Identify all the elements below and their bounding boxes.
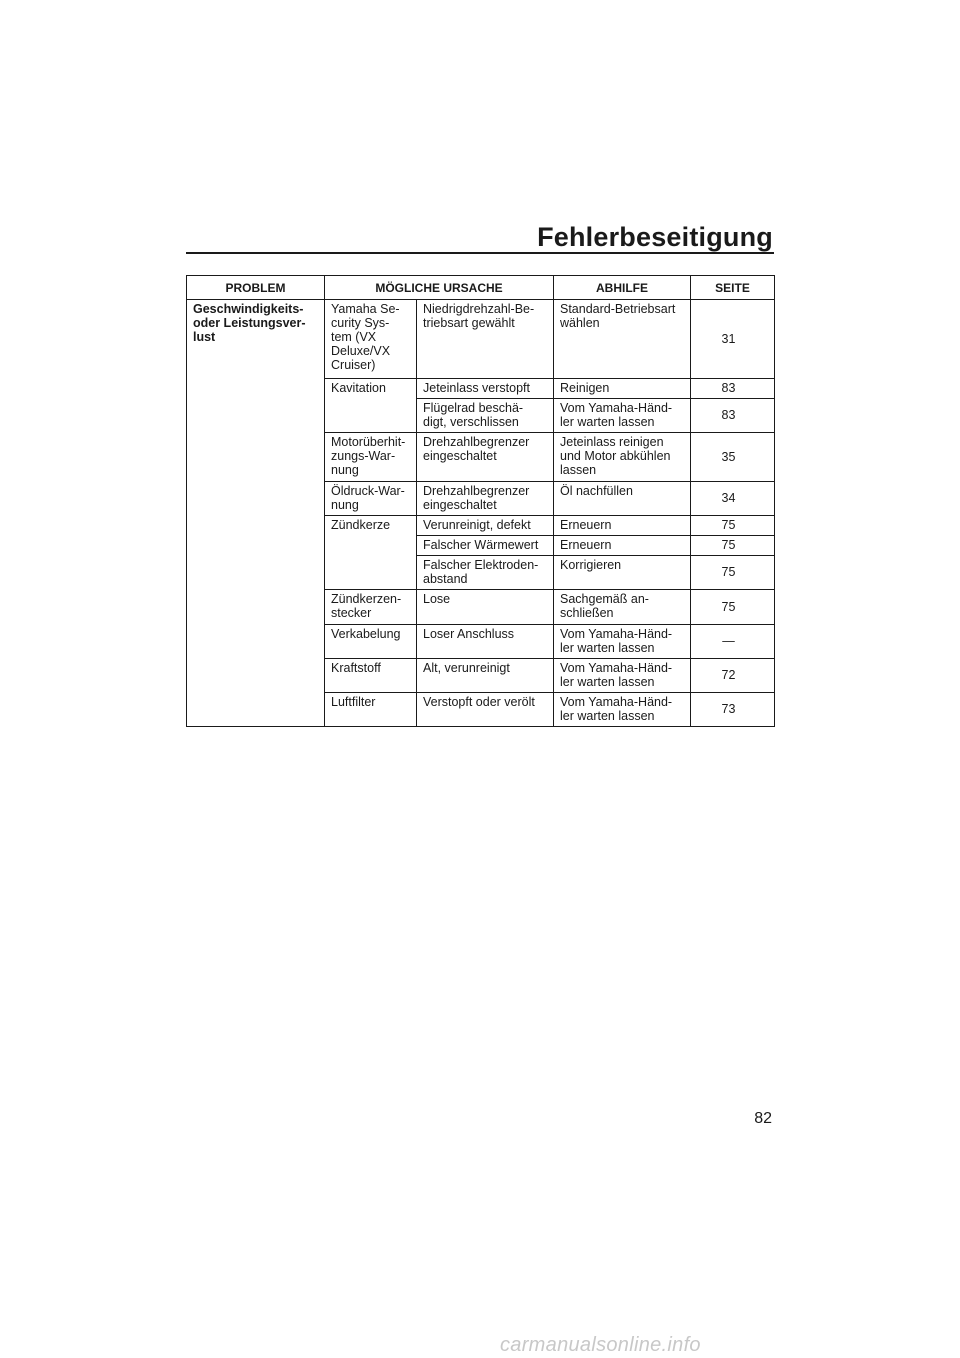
page-cell: — bbox=[691, 625, 775, 659]
detail-cell: Flügelrad beschä- digt, verschlissen bbox=[417, 399, 554, 433]
page-cell: 72 bbox=[691, 659, 775, 693]
cause-cell: Öldruck-War- nung bbox=[325, 482, 417, 516]
cause-cell: Zündkerzen- stecker bbox=[325, 590, 417, 625]
header-page: SEITE bbox=[691, 276, 775, 300]
table-header-row bbox=[187, 276, 775, 300]
page-title: Fehlerbeseitigung bbox=[537, 222, 773, 252]
page-number: 82 bbox=[754, 1110, 772, 1127]
detail-cell: Niedrigdrehzahl-Be- triebsart gewählt bbox=[417, 300, 554, 379]
detail-cell: Verstopft oder verölt bbox=[417, 693, 554, 727]
remedy-cell: Erneuern bbox=[554, 536, 691, 556]
detail-cell: Alt, verunreinigt bbox=[417, 659, 554, 693]
page-cell: 73 bbox=[691, 693, 775, 727]
cause-cell: Luftfilter bbox=[325, 693, 417, 727]
remedy-cell: Öl nachfüllen bbox=[554, 482, 691, 516]
cause-cell: Kavitation bbox=[325, 379, 417, 433]
cause-cell: Zündkerze bbox=[325, 516, 417, 590]
remedy-cell: Reinigen bbox=[554, 379, 691, 399]
problem-cell: Geschwindigkeits- oder Leistungsver- lust bbox=[187, 300, 325, 727]
remedy-cell: Sachgemäß an- schließen bbox=[554, 590, 691, 625]
page-cell: 75 bbox=[691, 556, 775, 590]
cause-cell: Kraftstoff bbox=[325, 659, 417, 693]
detail-cell: Falscher Wärmewert bbox=[417, 536, 554, 556]
troubleshooting-table bbox=[186, 275, 775, 727]
header-remedy: ABHILFE bbox=[554, 276, 691, 300]
detail-cell: Verunreinigt, defekt bbox=[417, 516, 554, 536]
detail-cell: Drehzahlbegrenzer eingeschaltet bbox=[417, 482, 554, 516]
cause-cell: Yamaha Se- curity Sys- tem (VX Deluxe/VX Cruiser) bbox=[325, 300, 417, 379]
table-row bbox=[187, 300, 775, 379]
cause-cell: Motorüberhit- zungs-War- nung bbox=[325, 433, 417, 482]
detail-cell: Loser Anschluss bbox=[417, 625, 554, 659]
cause-cell: Verkabelung bbox=[325, 625, 417, 659]
detail-cell: Jeteinlass verstopft bbox=[417, 379, 554, 399]
remedy-cell: Vom Yamaha-Händ- ler warten lassen bbox=[554, 659, 691, 693]
page-cell: 83 bbox=[691, 379, 775, 399]
header-cause: MÖGLICHE URSACHE bbox=[325, 276, 554, 300]
remedy-cell: Vom Yamaha-Händ- ler warten lassen bbox=[554, 693, 691, 727]
detail-cell: Lose bbox=[417, 590, 554, 625]
title-divider bbox=[186, 252, 774, 254]
detail-cell: Drehzahlbegrenzer eingeschaltet bbox=[417, 433, 554, 482]
page-cell: 75 bbox=[691, 536, 775, 556]
remedy-cell: Vom Yamaha-Händ- ler warten lassen bbox=[554, 625, 691, 659]
remedy-cell: Vom Yamaha-Händ- ler warten lassen bbox=[554, 399, 691, 433]
table-body bbox=[187, 300, 775, 727]
page-cell: 34 bbox=[691, 482, 775, 516]
header-problem: PROBLEM bbox=[187, 276, 325, 300]
page-cell: 31 bbox=[691, 300, 775, 379]
remedy-cell: Korrigieren bbox=[554, 556, 691, 590]
page-cell: 35 bbox=[691, 433, 775, 482]
remedy-cell: Erneuern bbox=[554, 516, 691, 536]
page-cell: 75 bbox=[691, 516, 775, 536]
page-cell: 83 bbox=[691, 399, 775, 433]
page-cell: 75 bbox=[691, 590, 775, 625]
remedy-cell: Standard-Betriebsart wählen bbox=[554, 300, 691, 379]
watermark: carmanualsonline.info bbox=[500, 1334, 701, 1356]
remedy-cell: Jeteinlass reinigen und Motor abkühlen lassen bbox=[554, 433, 691, 482]
detail-cell: Falscher Elektroden- abstand bbox=[417, 556, 554, 590]
